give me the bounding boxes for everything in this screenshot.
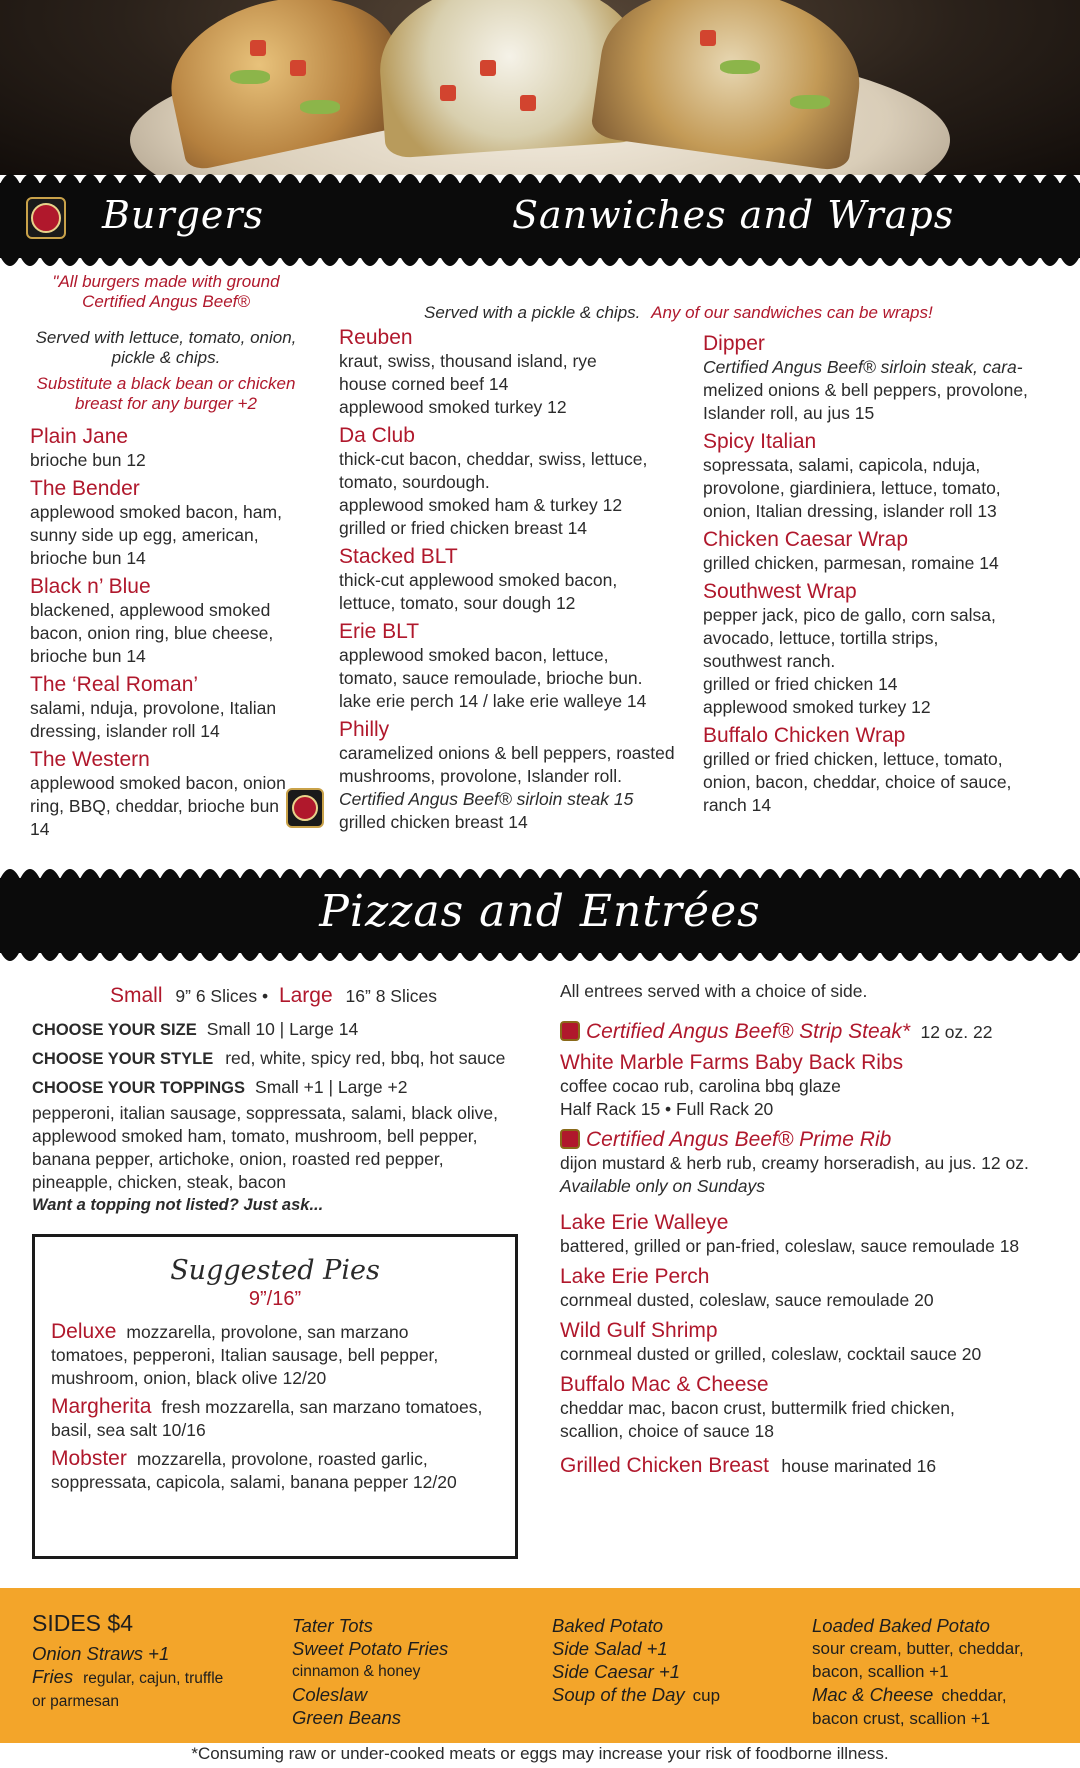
side-item: Green Beans	[292, 1707, 402, 1728]
sandwich-line: sopressata, salami, capicola, nduja,	[703, 455, 981, 475]
toppings-list	[32, 1102, 532, 1194]
sandwich-name: Reuben	[339, 326, 413, 349]
sandwich-line: grilled chicken, parmesan, romaine 14	[703, 553, 999, 573]
entree-prime-rib	[560, 1127, 1070, 1198]
certified-angus-beef-logo	[286, 788, 324, 828]
foodborne-illness-disclaimer: *Consuming raw or under-cooked meats or eggs may increase your risk of foodborne illness.	[191, 1744, 889, 1763]
certified-angus-beef-icon	[560, 1021, 580, 1041]
burgers-column	[30, 272, 302, 845]
sandwich-line: applewood smoked ham & turkey 12	[339, 495, 623, 515]
burgers-beef-note: "All burgers made with ground Certified Angus Beef®	[52, 272, 280, 311]
pie-desc: mozzarella, provolone, san marzano	[126, 1322, 409, 1342]
burger-item	[30, 747, 302, 841]
sandwich-item	[339, 325, 679, 419]
pie-name: Mobster	[51, 1447, 127, 1470]
ribs-name: White Marble Farms Baby Back Ribs	[560, 1051, 904, 1074]
sandwich-line: caramelized onions & bell peppers, roasted	[339, 743, 675, 763]
sandwich-line: lettuce, tomato, sour dough 12	[339, 593, 576, 613]
topping-ask-note: Want a topping not listed? Just ask...	[32, 1196, 324, 1214]
choose-style-value: red, white, spicy red, bbq, hot sauce	[225, 1048, 506, 1068]
section-band-burgers-sandwiches	[0, 183, 1080, 258]
sandwich-item	[339, 619, 679, 713]
sandwiches-note-a: Served with a pickle & chips.	[424, 303, 641, 322]
pie-desc: tomatoes, pepperoni, Italian sausage, bell pepper,	[51, 1345, 439, 1365]
sandwich-name: Chicken Caesar Wrap	[703, 528, 909, 551]
sandwich-item	[703, 331, 1073, 425]
sandwich-name: Erie BLT	[339, 620, 420, 643]
pie-first-line	[51, 1446, 501, 1471]
pizzas-heading: Pizzas and Entrées	[319, 886, 761, 937]
side-item: Side Salad +1	[552, 1638, 668, 1659]
side-item: Coleslaw	[292, 1684, 368, 1705]
pie-first-line	[51, 1394, 501, 1419]
pie-item	[51, 1394, 501, 1442]
entree-name: Lake Erie Walleye	[560, 1211, 729, 1234]
certified-angus-beef-logo	[26, 197, 66, 239]
suggested-pies-size: 9”/16”	[248, 1288, 302, 1310]
side-item-note: bacon, scallion +1	[812, 1662, 949, 1681]
sandwich-item	[703, 527, 1073, 575]
pie-item	[51, 1319, 501, 1390]
ribs-line: coffee cocao rub, carolina bbq glaze	[560, 1076, 841, 1096]
entree-item	[560, 1264, 1070, 1312]
entree-desc: battered, grilled or pan-fried, coleslaw, sauce remoulade 18	[560, 1236, 1020, 1256]
burger-name: The Western	[30, 748, 150, 771]
prime-rib-name: Certified Angus Beef® Prime Rib	[586, 1128, 892, 1151]
sandwich-line: tomato, sourdough.	[339, 472, 490, 492]
side-item: Onion Straws +1	[32, 1643, 170, 1664]
sandwiches-note-b: Any of our sandwiches can be wraps!	[651, 303, 933, 322]
sandwich-line: grilled or fried chicken 14	[703, 674, 898, 694]
sandwich-line: grilled chicken breast 14	[339, 812, 528, 832]
side-item: Loaded Baked Potato	[812, 1615, 990, 1636]
burger-desc: salami, nduja, provolone, Italian dressing, islander roll 14	[30, 698, 277, 741]
choose-size-value: Small 10 | Large 14	[206, 1019, 359, 1039]
entree-ribs	[560, 1050, 1070, 1121]
entree-item	[560, 1318, 1070, 1366]
burgers-heading: Burgers	[102, 193, 265, 237]
pie-name: Margherita	[51, 1395, 152, 1418]
side-item-note: sour cream, butter, cheddar,	[812, 1639, 1024, 1658]
sandwich-line: kraut, swiss, thousand island, rye	[339, 351, 597, 371]
sandwiches-heading: Sanwiches and Wraps	[512, 193, 955, 237]
sandwich-line: thick-cut bacon, cheddar, swiss, lettuce,	[339, 449, 648, 469]
buffalo-mac-line: cheddar mac, bacon crust, buttermilk fried chicken,	[560, 1398, 955, 1418]
sandwich-line: melized onions & bell peppers, provolone,	[703, 380, 1028, 400]
sandwich-line: house corned beef 14	[339, 374, 509, 394]
strip-steak-price: 12 oz. 22	[920, 1022, 993, 1042]
side-item: Tater Tots	[292, 1615, 373, 1636]
prime-rib-note: Available only on Sundays	[560, 1176, 765, 1196]
pie-desc: soppressata, capicola, salami, banana pepper 12/20	[51, 1472, 457, 1492]
entree-name: Wild Gulf Shrimp	[560, 1319, 718, 1342]
pie-desc: mozzarella, provolone, roasted garlic,	[136, 1449, 428, 1469]
section-band-pizzas-entrees	[0, 878, 1080, 953]
grilled-chicken-desc: house marinated 16	[781, 1456, 937, 1476]
burger-item	[30, 424, 302, 472]
pizza-column	[32, 983, 532, 1217]
pizza-large-label: Large	[278, 984, 333, 1007]
burger-desc: brioche bun 12	[30, 450, 146, 470]
sandwich-line: applewood smoked turkey 12	[703, 697, 931, 717]
topping-line: pineapple, chicken, steak, bacon	[32, 1172, 286, 1192]
burger-desc: blackened, applewood smoked bacon, onion ring, blue cheese, brioche bun 14	[30, 600, 274, 666]
side-item: Mac & Cheese	[812, 1684, 934, 1705]
side-item-note: cinnamon & honey	[292, 1663, 421, 1680]
side-item-note: cheddar,	[941, 1686, 1007, 1705]
ribs-line: Half Rack 15 • Full Rack 20	[560, 1099, 774, 1119]
burger-desc: applewood smoked bacon, onion ring, BBQ, cheddar, brioche bun 14	[30, 773, 286, 839]
sandwich-line: thick-cut applewood smoked bacon,	[339, 570, 618, 590]
side-item-note: cup	[692, 1686, 721, 1705]
hero-food-photo	[0, 0, 1080, 175]
sandwich-name: Dipper	[703, 332, 765, 355]
burger-name: The Bender	[30, 477, 140, 500]
sandwich-item	[339, 717, 679, 834]
sandwich-line: provolone, giardiniera, lettuce, tomato,	[703, 478, 1001, 498]
sandwich-name: Southwest Wrap	[703, 580, 857, 603]
topping-line: pepperoni, italian sausage, soppressata, salami, black olive,	[32, 1103, 498, 1123]
side-item: Side Caesar +1	[552, 1661, 681, 1682]
entree-name: Lake Erie Perch	[560, 1265, 710, 1288]
entrees-column	[560, 980, 1070, 1478]
sandwich-line: onion, Italian dressing, islander roll 13	[703, 501, 997, 521]
sandwich-line: pepper jack, pico de gallo, corn salsa,	[703, 605, 996, 625]
sandwich-item	[703, 723, 1073, 817]
suggested-pies-title: Suggested Pies	[170, 1255, 380, 1286]
burger-item	[30, 574, 302, 668]
sides-title: SIDES $4	[32, 1610, 133, 1636]
grilled-chicken-name: Grilled Chicken Breast	[560, 1454, 769, 1477]
sandwich-line: ranch 14	[703, 795, 772, 815]
sandwich-name: Philly	[339, 718, 390, 741]
pie-desc: basil, sea salt 10/16	[51, 1420, 206, 1440]
choose-toppings-value: Small +1 | Large +2	[255, 1077, 408, 1097]
entree-item	[560, 1210, 1070, 1258]
burgers-served-note: Served with lettuce, tomato, onion, pickle & chips.	[35, 328, 297, 367]
sandwich-line: southwest ranch.	[703, 651, 836, 671]
pizza-small-label: Small	[110, 984, 163, 1007]
sandwich-item	[703, 429, 1073, 523]
pie-desc: mushroom, onion, black olive 12/20	[51, 1368, 327, 1388]
burgers-substitute-note: Substitute a black bean or chicken breast for any burger +2	[36, 374, 296, 413]
sandwich-line: grilled or fried chicken, lettuce, tomato,	[703, 749, 1003, 769]
entree-buffalo-mac	[560, 1372, 1070, 1443]
entree-strip-steak	[560, 1019, 1070, 1044]
prime-rib-line: dijon mustard & herb rub, creamy horseradish, au jus. 12 oz.	[560, 1153, 1029, 1173]
burger-item	[30, 672, 302, 743]
sandwich-line: avocado, lettuce, tortilla strips,	[703, 628, 939, 648]
pie-desc: fresh mozzarella, san marzano tomatoes,	[161, 1397, 483, 1417]
pie-first-line	[51, 1319, 501, 1344]
scallop-border	[0, 859, 1080, 879]
side-item: Baked Potato	[552, 1615, 664, 1636]
burger-name: Plain Jane	[30, 425, 129, 448]
sandwich-name: Da Club	[339, 424, 415, 447]
choose-size-label: CHOOSE YOUR SIZE	[32, 1021, 197, 1039]
sandwich-item	[339, 423, 679, 540]
scallop-border	[0, 951, 1080, 971]
sandwich-line: lake erie perch 14 / lake erie walleye 14	[339, 691, 647, 711]
buffalo-mac-line: scallion, choice of sauce 18	[560, 1421, 775, 1441]
entree-desc: cornmeal dusted or grilled, coleslaw, cocktail sauce 20	[560, 1344, 982, 1364]
pizza-large-desc: 16” 8 Slices	[345, 986, 437, 1006]
burger-desc: applewood smoked bacon, ham, sunny side up egg, american, brioche bun 14	[30, 502, 282, 568]
buffalo-mac-name: Buffalo Mac & Cheese	[560, 1373, 769, 1396]
side-item: Fries	[32, 1666, 74, 1687]
side-item-note: or parmesan	[32, 1693, 120, 1710]
sandwich-item	[703, 579, 1073, 719]
side-item: Soup of the Day	[552, 1684, 685, 1705]
burger-item	[30, 476, 302, 570]
choose-style-label: CHOOSE YOUR STYLE	[32, 1050, 214, 1068]
sandwich-line: grilled or fried chicken breast 14	[339, 518, 588, 538]
sandwiches-served-note	[424, 303, 933, 323]
side-item-note: regular, cajun, truffle	[83, 1670, 224, 1687]
sandwich-line: applewood smoked bacon, lettuce,	[339, 645, 609, 665]
sandwich-line: Certified Angus Beef® sirloin steak 15	[339, 789, 634, 809]
entree-grilled-chicken	[560, 1453, 1070, 1478]
burger-name: The ‘Real Roman’	[30, 673, 199, 696]
burger-name: Black n’ Blue	[30, 575, 151, 598]
sandwich-line: tomato, sauce remoulade, brioche bun.	[339, 668, 643, 688]
sandwich-line: applewood smoked turkey 12	[339, 397, 567, 417]
side-item-note: bacon crust, scallion +1	[812, 1709, 991, 1728]
pie-name: Deluxe	[51, 1320, 117, 1343]
topping-line: banana pepper, artichoke, onion, roasted red pepper,	[32, 1149, 444, 1169]
sandwich-name: Spicy Italian	[703, 430, 817, 453]
entree-desc: cornmeal dusted, coleslaw, sauce remoulade 20	[560, 1290, 934, 1310]
pizza-small-desc: 9” 6 Slices •	[175, 986, 269, 1006]
strip-steak-name: Certified Angus Beef® Strip Steak*	[586, 1020, 911, 1043]
sandwiches-column-1	[339, 325, 679, 838]
choose-toppings-label: CHOOSE YOUR TOPPINGS	[32, 1079, 246, 1097]
certified-angus-beef-icon	[560, 1129, 580, 1149]
sides-section	[0, 1588, 1080, 1743]
sandwiches-column-2	[703, 331, 1073, 821]
side-item: Sweet Potato Fries	[292, 1638, 449, 1659]
suggested-pies-box	[32, 1234, 518, 1559]
sandwich-item	[339, 544, 679, 615]
pie-item	[51, 1446, 501, 1494]
sandwich-line: mushrooms, provolone, Islander roll.	[339, 766, 623, 786]
sandwich-name: Buffalo Chicken Wrap	[703, 724, 906, 747]
sandwich-name: Stacked BLT	[339, 545, 458, 568]
sandwich-line: Islander roll, au jus 15	[703, 403, 875, 423]
topping-line: applewood smoked ham, tomato, mushroom, bell pepper,	[32, 1126, 478, 1146]
scallop-border	[0, 164, 1080, 184]
sandwich-line: Certified Angus Beef® sirloin steak, cara-	[703, 357, 1023, 377]
entrees-note: All entrees served with a choice of side.	[560, 981, 868, 1001]
sandwich-line: onion, bacon, cheddar, choice of sauce,	[703, 772, 1012, 792]
